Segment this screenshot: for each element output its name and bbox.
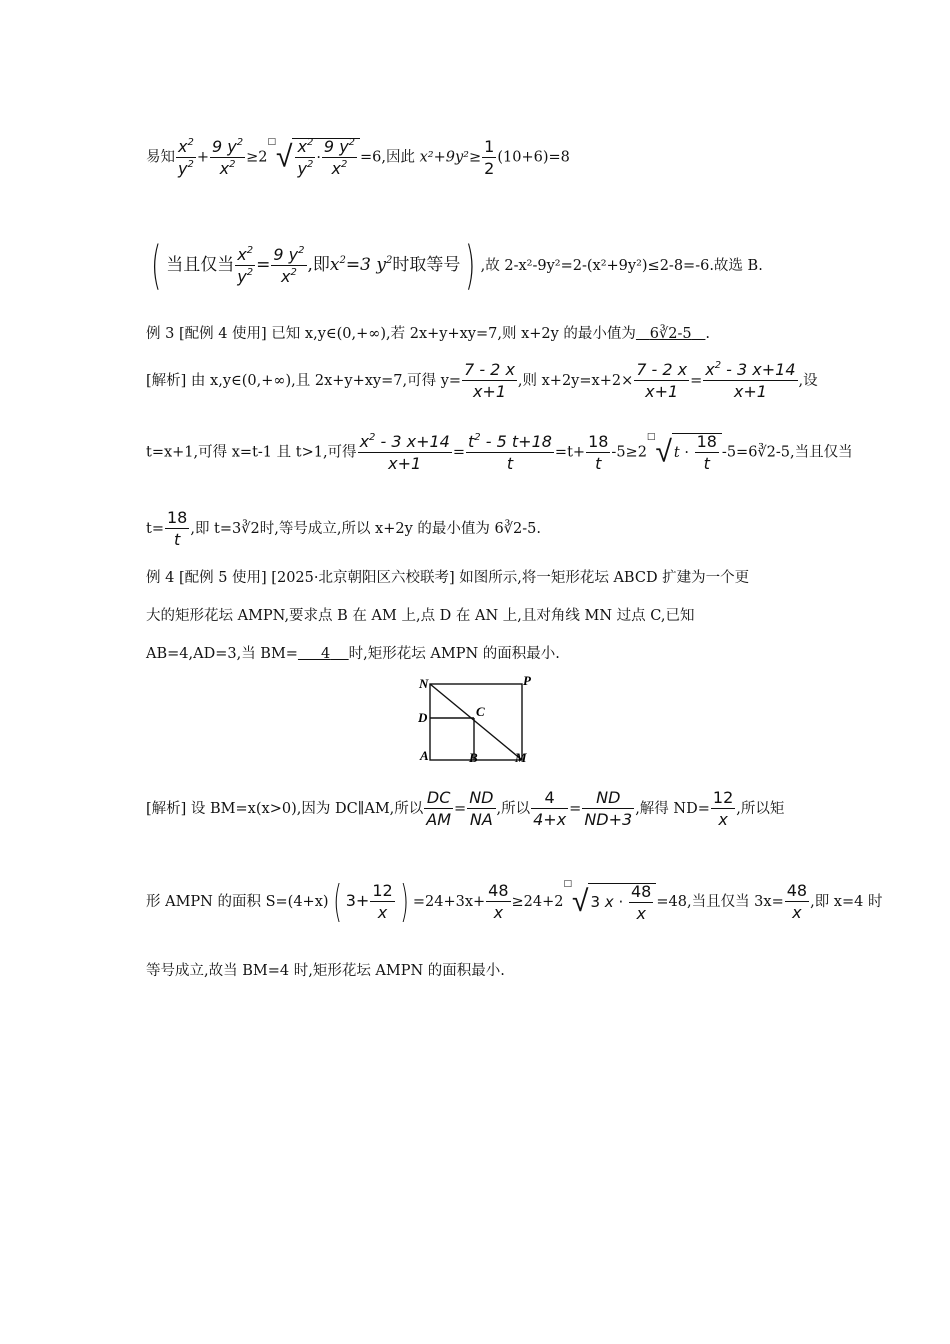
figure-svg (418, 676, 538, 768)
label-M: M (515, 750, 527, 765)
label-A: A (420, 748, 429, 763)
label-C: C (476, 704, 485, 719)
fraction: $\frac{x^2 - 3 x+14}{x+1}$ (705, 360, 796, 401)
label-D: D (418, 710, 428, 725)
analysis-3-line-1: [解析] 由 x,y∈(0,+∞),且 2x+y+xy=7,可得 y= $\frac{7 - 2 x}{x+1}$ ,则 x+2y=x+2× $\frac{7 - 2 x}{x+1}$ = $\frac{x^2 - 3 x+14}{x+1}$ ,设 (146, 360, 818, 401)
text: 当且仅当 (166, 255, 235, 275)
text: [解析] 设 BM=x(x>0),因为 DC∥AM,所以 (146, 801, 424, 817)
text: AB=4,AD=3,当 BM= (146, 646, 298, 662)
text: (10+6)=8 (497, 149, 570, 166)
text: 例 3 [配例 4 使用] 已知 (146, 326, 305, 342)
radical: $\frac{x^2}{y^2}$ · $\frac{9 y^2}{x^2}$ (292, 138, 360, 177)
text: -5=6∛2-5,当且仅当 (721, 444, 853, 461)
analysis-3-line-2: t=x+1,可得 x=t-1 且 t>1,可得 $\frac{x^2 - 3 x+14}{x+1}$ = $\frac{t^2 - 5 t+18}{t}$ =t+ $\frac{18}{t}$ -5≥2□√ t · $\frac{18}{t}$ -5=6∛2-5,当且仅当 (146, 431, 853, 473)
rectangle-figure (418, 676, 538, 768)
equation-line-2: ( 当且仅当 $\frac{x^2}{y^2}$ = $\frac{9 y^2}{x^2}$ ,即$x^2=3$ $y^2$时取等号) ,故 2-x²-9y²=2-(x²+9y²)≤2-8=-6.故选 B. (151, 236, 763, 296)
fraction: $\frac{9 y^2}{x^2}$ (273, 245, 305, 286)
label-B: B (469, 750, 478, 765)
text: ,则 x+2y=x+2× (517, 373, 634, 389)
example-4-line-2: 大的矩形花坛 AMPN,要求点 B 在 AM 上,点 D 在 AN 上,且对角线 MN 过点 C,已知 (146, 608, 695, 624)
radical: t · $\frac{18}{t}$ (672, 433, 722, 472)
text: ,设 (798, 373, 818, 389)
analysis-3-line-3 (146, 510, 541, 548)
text: 时取等号 (392, 255, 461, 275)
text: [解析] 由 x,y∈(0,+∞),且 2x+y+xy=7,可得 y= (146, 373, 462, 389)
fraction: $\frac{18}{t}$ (166, 508, 188, 549)
analysis-4-line-1: [解析] 设 BM=x(x>0),因为 DC∥AM,所以 $\frac{DC}{AM}$ = $\frac{ND}{NA}$ ,所以 $\frac{4}{4+x}$ = $\frac{ND}{ND+3}$ ,解得 ND= $\frac{12}{x}$ ,所以矩 (146, 788, 785, 829)
text: =t+ (554, 444, 586, 461)
text: ,故 2-x²-9y²=2-(x²+9y²)≤2-8=-6.故选 B. (480, 258, 763, 274)
text: =24+3x+ (412, 894, 486, 910)
text: -5≥2 (611, 444, 647, 461)
text: ,所以 (496, 801, 531, 817)
fraction: $\frac{ND}{NA}$ (469, 788, 494, 829)
fraction: $\frac{48}{x}$ (488, 881, 509, 922)
text: 易知 (146, 149, 175, 166)
label-P: P (523, 676, 531, 688)
fraction: $\frac{18}{t}$ (588, 431, 609, 473)
text: =48,当且仅当 3x= (656, 894, 784, 910)
fraction: $\frac{4}{4+x}$ (533, 788, 567, 829)
text: x²+9y²≥ (419, 149, 482, 166)
fraction: $\frac{x^2 - 3 x+14}{x+1}$ (359, 431, 450, 473)
fraction: $\frac{12}{x}$ (372, 881, 393, 922)
analysis-4-line-3: 等号成立,故当 BM=4 时,矩形花坛 AMPN 的面积最小. (146, 963, 505, 979)
answer-blank: 4 (321, 646, 331, 662)
text: t= (146, 521, 164, 537)
fraction: $\frac{t^2 - 5 t+18}{t}$ (468, 431, 552, 473)
example-3-title: 例 3 [配例 4 使用] 已知 x,y∈(0,+∞),若 2x+y+xy=7,则 x+2y 的最小值为 6∛2-5 . (146, 326, 711, 342)
answer-blank: 6∛2-5 (649, 326, 692, 342)
fraction: $\frac{x^2}{y^2}$ (237, 245, 254, 286)
fraction: $\frac{9 y^2}{x^2}$ (212, 136, 244, 178)
text: ,所以矩 (736, 801, 785, 817)
label-N: N (419, 676, 429, 691)
text: 形 AMPN 的面积 S=(4+x) (146, 894, 329, 910)
text: t=x+1,可得 x=t-1 且 t>1,可得 (146, 444, 357, 461)
text: ,解得 ND= (635, 801, 710, 817)
example-4-line-3 (146, 647, 560, 662)
text: ≥24+2 (511, 894, 564, 910)
fraction: $\frac{7 - 2 x}{x+1}$ (636, 360, 688, 401)
fraction: $\frac{48}{x}$ (786, 881, 808, 922)
text: ,即 (307, 255, 330, 275)
fraction: $\frac{12}{x}$ (712, 788, 734, 829)
fraction: $\frac{DC}{AM}$ (426, 788, 452, 829)
diagonal-MN (430, 684, 522, 760)
fraction: $\frac{ND}{ND+3}$ (584, 788, 633, 829)
fraction-half: $\frac{1}{2}$ (484, 136, 495, 178)
text: =6,因此 (360, 149, 420, 166)
radical: 3 x · $\frac{48}{x}$ (588, 883, 656, 922)
fraction: $\frac{7 - 2 x}{x+1}$ (464, 360, 515, 401)
text: ≥2 (246, 149, 268, 166)
text: 时,矩形花坛 AMPN 的面积最小. (348, 646, 560, 662)
text: ,即 t=3∛2时,等号成立,所以 x+2y 的最小值为 6∛2-5. (190, 521, 541, 537)
analysis-4-line-2: 形 AMPN 的面积 S=(4+x)( 3+ $\frac{12}{x}$ ) =24+3x+ $\frac{48}{x}$ ≥24+2□√ 3 x · $\frac{48}{x}$ =48,当且仅当 3x= $\frac{48}{x}$ ,即 x=4 时 (146, 876, 883, 927)
text: x,y∈(0,+∞),若 2x+y+xy=7,则 x+2y 的最小值为 (304, 326, 636, 342)
example-4-line-1: 例 4 [配例 5 使用] [2025·北京朝阳区六校联考] 如图所示,将一矩形花坛 ABCD 扩建为一个更 (146, 570, 750, 586)
fraction: $\frac{x^2}{y^2}$ (178, 136, 194, 178)
equation-line-1: 易知 $\frac{x^2}{y^2}$ + $\frac{9 y^2}{x^2}$ ≥2□√ $\frac{x^2}{y^2}$ · $\frac{9 y^2}{x^2}$ =6,因此 x²+9y²≥ $\frac{1}{2}$ (10+6)=8 (146, 136, 570, 178)
text: ,即 x=4 时 (810, 894, 883, 910)
